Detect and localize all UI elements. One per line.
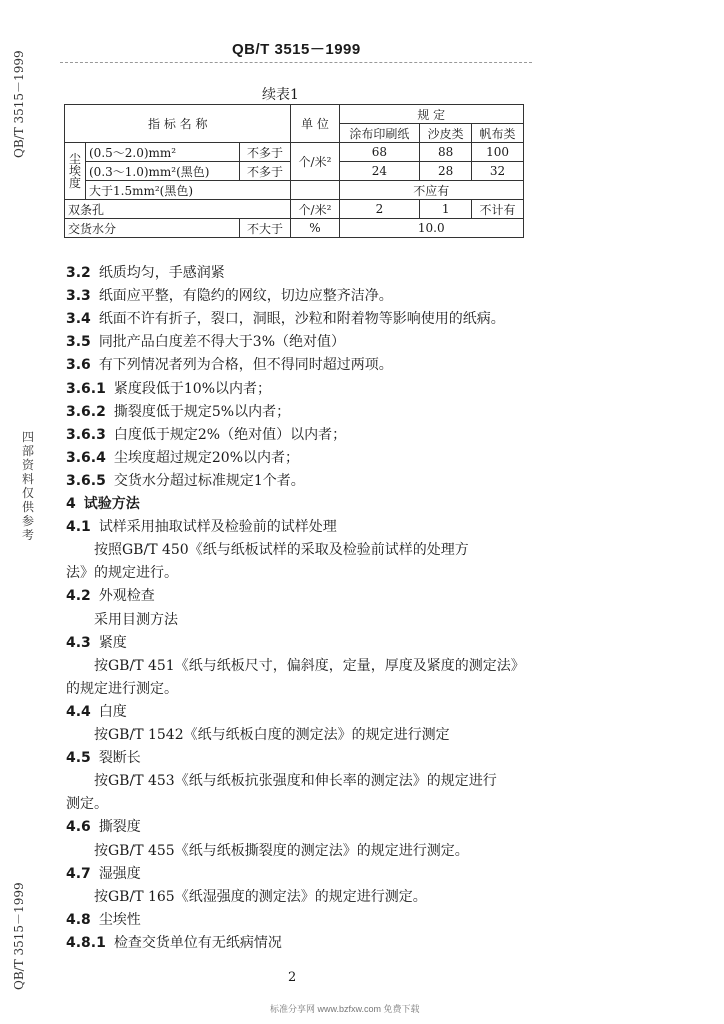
clause-number: 3.6.5: [66, 473, 106, 489]
clause-number: 4.1: [66, 519, 91, 535]
clause-text: 的规定进行测定。: [66, 681, 178, 697]
body-line: [66, 285, 393, 305]
row-unit: 个/米²: [291, 200, 339, 219]
body-line: [66, 816, 141, 836]
body-line: [94, 770, 497, 790]
body-line: [66, 863, 141, 883]
clause-number: 3.6.4: [66, 450, 106, 466]
body-line: [94, 724, 450, 744]
clause-text: 裂断长: [98, 750, 141, 766]
body-line: [66, 424, 346, 444]
row-name: 交货水分: [65, 219, 240, 238]
body-line: [66, 470, 305, 490]
clause-text: 撕裂度: [98, 819, 141, 835]
body-line: [94, 539, 469, 559]
clause-text: 按GB/T 165《纸湿强度的测定法》的规定进行测定。: [94, 889, 427, 905]
clause-text: 按GB/T 1542《纸与纸板白度的测定法》的规定进行测定: [94, 727, 450, 743]
clause-number: 4.8: [66, 912, 91, 928]
body-line: [66, 516, 337, 536]
clause-text: 紧度段低于10%以内者；: [113, 381, 271, 397]
row-merged-value: 10.0: [339, 219, 524, 238]
row-v2: 1: [420, 200, 472, 219]
table-row: [65, 219, 524, 238]
header-unit: 单 位: [291, 105, 339, 143]
row-v2: 88: [420, 143, 472, 162]
clause-number: 4.6: [66, 819, 91, 835]
clause-number: 4.4: [66, 704, 91, 720]
clause-number: 4.2: [66, 588, 91, 604]
clause-text: 紧度: [98, 635, 127, 651]
row-name: 双条孔: [65, 200, 291, 219]
row-v1: 2: [339, 200, 420, 219]
spec-table: [64, 104, 524, 238]
body-line: [66, 678, 178, 698]
row-v2: 28: [420, 162, 472, 181]
header-col2: 沙皮类: [420, 124, 472, 143]
side-code-top: QB/T 3515－1999: [12, 50, 26, 158]
body-line: [66, 747, 141, 767]
body-line: [66, 585, 155, 605]
body-line: [66, 331, 345, 351]
header-col1: 涂布印刷纸: [339, 124, 420, 143]
clause-text: 交货水分超过标准规定1个者。: [113, 473, 305, 489]
clause-text: 纸质均匀，手感润紧: [98, 265, 225, 281]
body-line: [66, 793, 108, 813]
row-v1: 24: [339, 162, 420, 181]
body-line: [66, 632, 127, 652]
body-line: [66, 932, 282, 952]
clause-text: 外观检查: [98, 588, 155, 604]
clause-number: 4.3: [66, 635, 91, 651]
body-line: [66, 308, 505, 328]
clause-text: 采用目测方法: [94, 612, 178, 628]
body-line: [66, 401, 290, 421]
row-name: 大于1.5mm²(黑色): [86, 181, 291, 200]
row-name: (0.3～1.0)mm²(黑色): [86, 162, 240, 181]
header-col3: 帆布类: [472, 124, 524, 143]
body-line: [66, 447, 299, 467]
row-v3: 32: [472, 162, 524, 181]
clause-text: 有下列情况者列为合格，但不得同时超过两项。: [98, 357, 393, 373]
clause-text: 纸面应平整，有隐约的网纹，切边应整齐洁净。: [98, 288, 393, 304]
clause-number: 3.3: [66, 288, 91, 304]
body-line: [66, 701, 127, 721]
row-v3: 100: [472, 143, 524, 162]
row-name: (0.5～2.0)mm²: [86, 143, 240, 162]
clause-text: 白度低于规定2%（绝对值）以内者；: [113, 427, 347, 443]
clause-number: 3.5: [66, 334, 91, 350]
header-item: 指 标 名 称: [65, 105, 291, 143]
table-caption: 续表1: [262, 87, 299, 103]
clause-text: 试样采用抽取试样及检验前的试样处理: [98, 519, 337, 535]
clause-text: 按GB/T 451《纸与纸板尺寸，偏斜度，定量，厚度及紧度的测定法》: [94, 658, 525, 674]
header-spec: 规 定: [339, 105, 524, 124]
clause-text: 湿强度: [98, 866, 141, 882]
table-header-row: [65, 105, 524, 124]
clause-text: 撕裂度低于规定5%以内者；: [113, 404, 291, 420]
body-line: [94, 886, 427, 906]
clause-text: 白度: [98, 704, 127, 720]
clause-text: 按GB/T 453《纸与纸板抗张强度和伸长率的测定法》的规定进行: [94, 773, 497, 789]
table-row: [65, 200, 524, 219]
row-unit: [291, 181, 339, 200]
row-unit: %: [291, 219, 339, 238]
clause-text: 同批产品白度差不得大于3%（绝对值）: [98, 334, 346, 350]
clause-text: 按照GB/T 450《纸与纸板试样的采取及检验前试样的处理方: [94, 542, 469, 558]
body-line: [66, 909, 141, 929]
clause-number: 4.7: [66, 866, 91, 882]
group-label: 尘埃度: [65, 143, 86, 200]
side-code-bottom: QB/T 3515－1999: [12, 882, 26, 990]
table-row: [65, 181, 524, 200]
table-row: [65, 143, 524, 162]
row-cond: 不多于: [239, 162, 291, 181]
row-v1: 68: [339, 143, 420, 162]
body-line: [66, 378, 271, 398]
clause-number: 4.8.1: [66, 935, 106, 951]
clause-text: 按GB/T 455《纸与纸板撕裂度的测定法》的规定进行测定。: [94, 843, 469, 859]
body-line: [66, 493, 140, 513]
page-number: 2: [288, 970, 297, 985]
clause-text: 测定。: [66, 796, 108, 812]
clause-text: 法》的规定进行。: [66, 565, 178, 581]
clause-number: 4.5: [66, 750, 91, 766]
clause-number: 3.6: [66, 357, 91, 373]
body-line: [66, 354, 393, 374]
footer-watermark: 标准分享网 www.bzfxw.com 免费下载: [270, 1004, 420, 1014]
clause-number: 3.2: [66, 265, 91, 281]
clause-number: 3.4: [66, 311, 91, 327]
page-header: QB/T 3515－1999: [232, 41, 361, 58]
row-cond: 不大于: [239, 219, 291, 238]
row-unit: 个/米²: [291, 143, 339, 181]
side-label: 四部资料仅供参考: [22, 430, 35, 542]
body-line: [94, 609, 178, 629]
row-v3: 不计有: [472, 200, 524, 219]
clause-text: 试验方法: [83, 496, 140, 512]
clause-number: 4: [66, 496, 76, 512]
clause-text: 纸面不许有折子，裂口，洞眼，沙粒和附着物等影响使用的纸病。: [98, 311, 505, 327]
body-line: [94, 840, 469, 860]
clause-number: 3.6.2: [66, 404, 106, 420]
body-line: [66, 262, 225, 282]
body-line: [66, 562, 178, 582]
header-divider: [60, 62, 532, 63]
clause-text: 尘埃性: [98, 912, 141, 928]
clause-number: 3.6.1: [66, 381, 106, 397]
clause-number: 3.6.3: [66, 427, 106, 443]
row-cond: 不多于: [239, 143, 291, 162]
clause-text: 尘埃度超过规定20%以内者；: [113, 450, 299, 466]
clause-text: 检查交货单位有无纸病情况: [113, 935, 282, 951]
row-merged-value: 不应有: [339, 181, 524, 200]
body-line: [94, 655, 525, 675]
